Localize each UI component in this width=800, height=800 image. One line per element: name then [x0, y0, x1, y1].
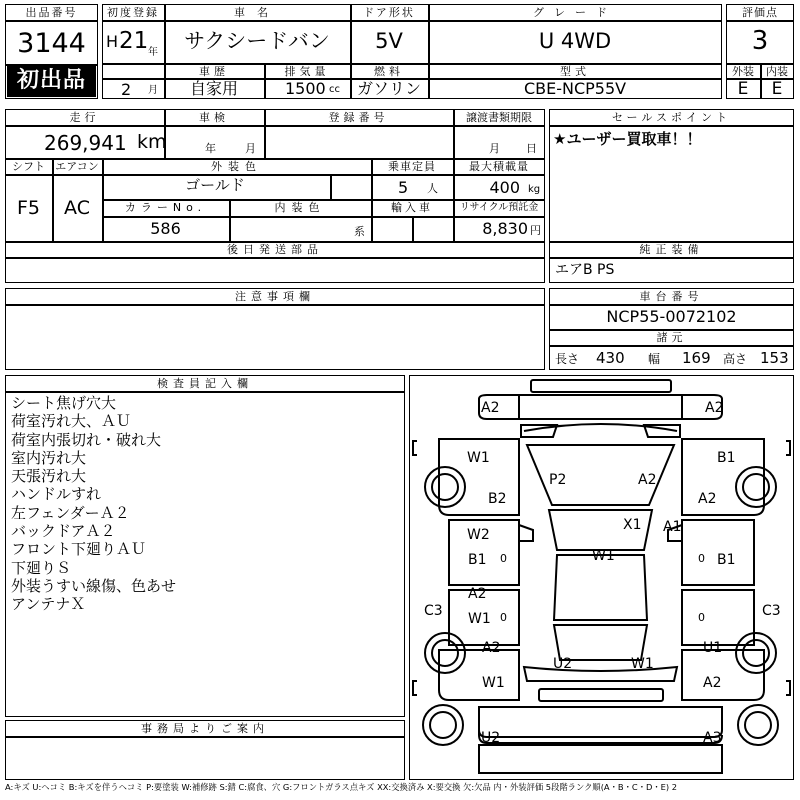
genuine-equipment-value: エアB PS [555, 262, 615, 278]
damage-u2-bottom: U2 [481, 730, 501, 746]
inspector-label: 検査員記入欄 [157, 377, 253, 390]
color-no-value: 586 [150, 219, 181, 238]
fuel-value: ガソリン [356, 79, 421, 98]
reg-year: 21 [119, 28, 149, 54]
inspector-note: ハンドルすれ [11, 485, 102, 504]
inspector-note: 外装うすい線傷、色あせ [11, 576, 177, 595]
reg-month-unit: 月 [148, 85, 158, 96]
int-color-suffix: 系 [354, 225, 365, 238]
length-value: 430 [596, 349, 625, 367]
damage-a2-left-quarter: A2 [482, 640, 501, 656]
displacement-unit: cc [329, 84, 340, 95]
score-label: 評価点 [742, 6, 778, 19]
damage-w1-roof: W1 [592, 548, 615, 564]
shift-label: シフト [12, 160, 45, 173]
history-label: 車歴 [199, 65, 229, 78]
damage-b2-left: B2 [488, 491, 507, 507]
car-name: サクシードバン [184, 29, 330, 53]
max-load-value: 400 [489, 178, 520, 197]
inspector-note: バックドアＡ２ [11, 522, 116, 541]
recycle-label: リサイクル預託金 [459, 202, 539, 213]
width-value: 169 [682, 349, 711, 367]
damage-b1-right-door: B1 [717, 552, 736, 568]
ext-score-label: 外装 [732, 65, 754, 78]
capacity-unit: 人 [427, 182, 438, 195]
back-door-icon [524, 667, 677, 681]
rear-bumper-icon [479, 707, 722, 737]
history-value: 自家用 [189, 79, 238, 98]
inspector-note: 荷室内張切れ・破れ大 [11, 430, 162, 449]
rear-plate-icon [539, 689, 663, 701]
damage-b1-left-door: B1 [468, 552, 487, 568]
damage-u1: U1 [703, 640, 723, 656]
inspector-note: 下廻りＳ [11, 558, 72, 577]
inspector-note: 室内汚れ大 [11, 448, 87, 467]
mileage-label: 走行 [69, 111, 100, 124]
rear-window-icon [554, 625, 647, 660]
registration-label: 初度登録 [107, 6, 159, 19]
reg-era: H [106, 32, 119, 51]
transfer-day-unit: 日 [526, 142, 537, 155]
left-mirror-icon [519, 525, 533, 541]
damage-p2-hood: P2 [549, 472, 567, 488]
lot-number: 3144 [17, 28, 86, 59]
genuine-equipment-label: 純正装備 [639, 243, 704, 256]
chassis-value: NCP55-0072102 [606, 307, 737, 326]
score-value: 3 [751, 26, 769, 56]
damage-a2-right-quarter: A2 [703, 675, 722, 691]
damage-c3-right: C3 [762, 603, 781, 619]
inspection-label: 車検 [199, 111, 229, 124]
int-score-value: E [771, 79, 783, 99]
ext-color-value: ゴールド [185, 176, 245, 194]
roof-icon [554, 555, 647, 620]
mileage-value: 269,941 [44, 131, 127, 155]
transfer-deadline-label: 譲渡書類期限 [466, 111, 532, 124]
fuel-label: 燃料 [374, 65, 404, 78]
door-handle-right-rear: 0 [698, 611, 705, 624]
dims-label: 諸元 [656, 331, 687, 344]
damage-x1: X1 [623, 517, 642, 533]
later-parts-label: 後日発送部品 [227, 243, 323, 256]
left-rear-quarter-icon [439, 650, 519, 700]
damage-a2-hood: A2 [638, 472, 657, 488]
damage-w1-left-fender: W1 [467, 450, 490, 466]
recycle-unit: 円 [530, 224, 541, 237]
notes-label: 注意事項欄 [235, 290, 315, 303]
damage-a2-left-rear: A2 [468, 586, 487, 602]
inspection-year-unit: 年 [205, 142, 216, 155]
damage-a2-right-fender: A2 [698, 491, 717, 507]
right-rear-quarter-icon [682, 650, 764, 700]
grade-label: グレード [533, 6, 617, 19]
front-bumper-icon [479, 395, 722, 419]
door-handle-left: 0 [500, 552, 507, 565]
front-grille-icon [531, 380, 671, 392]
chassis-label: 車台番号 [639, 290, 704, 303]
legend: A:キズ U:ヘコミ B:キズを伴うヘコミ P:要塗装 W:補修跡 S:錆 C:腐食、穴 G:フロントガラス点キズ XX:交換済み X:要交換 欠:欠品 内・外装評価 5段階ランク順(A・B・C・D・E) 2 [5, 782, 678, 792]
inspector-notes [11, 394, 176, 614]
damage-a2-front-right: A2 [705, 400, 724, 416]
max-load-label: 最大積載量 [469, 160, 529, 173]
car-name-label: 車名 [234, 6, 280, 19]
damage-c3-left: C3 [424, 603, 443, 619]
aircon-value: AC [64, 197, 90, 219]
damage-w2-left-door: W2 [467, 527, 490, 543]
int-score-label: 内装 [766, 65, 788, 78]
model-label: 型式 [560, 65, 590, 78]
selling-points-label: セールスポイント [611, 111, 731, 124]
damage-a3-bottom: A3 [703, 730, 722, 746]
door-label: ドア形状 [363, 6, 415, 19]
lot-number-label: 出品番号 [25, 6, 78, 19]
reg-year-unit: 年 [148, 47, 158, 58]
grade-value: U 4WD [538, 29, 612, 53]
office-label: 事務局よりご案内 [141, 722, 269, 735]
height-label: 高さ [723, 352, 748, 366]
inspector-note: 天張汚れ大 [11, 467, 87, 486]
door-handle-right: 0 [698, 552, 705, 565]
int-color-label: 内装色 [274, 201, 326, 214]
damage-w1-left-rear: W1 [468, 611, 491, 627]
damage-w1-left-quarter: W1 [482, 675, 505, 691]
import-label: 輸入車 [391, 201, 433, 214]
capacity-value: 5 [398, 178, 409, 197]
first-listing-text: 初出品 [16, 68, 86, 93]
car-diagram [409, 375, 794, 780]
width-label: 幅 [648, 352, 661, 366]
selling-points-value: ★ユーザー買取車！！ [553, 130, 702, 148]
transfer-month-unit: 月 [489, 142, 500, 155]
reg-month: 2 [121, 80, 132, 99]
height-value: 153 [760, 349, 789, 367]
damage-a2-front-left: A2 [481, 400, 500, 416]
damage-w1-rear: W1 [631, 656, 654, 672]
damage-b1-right-fender: B1 [717, 450, 736, 466]
shift-value: F5 [16, 197, 41, 219]
damage-a1: A1 [663, 519, 682, 535]
underbody-icon [479, 745, 722, 773]
recycle-value: 8,830 [482, 219, 528, 238]
length-label: 長さ [555, 352, 580, 366]
inspector-note: アンテナＸ [11, 595, 86, 614]
displacement-label: 排気量 [284, 65, 330, 78]
door-handle-left-rear: 0 [500, 611, 507, 624]
aircon-label: エアコン [55, 160, 99, 173]
inspector-note: 左フェンダーＡ２ [11, 503, 130, 522]
max-load-unit: kg [528, 184, 541, 195]
ext-color-label: 外装色 [211, 160, 262, 173]
mileage-unit: km [137, 131, 167, 153]
inspector-note: シート焦げ穴大 [11, 394, 117, 412]
inspector-note: フロント下廻りＡＵ [11, 540, 147, 559]
inspector-note: 荷室汚れ大、ＡＵ [11, 412, 132, 431]
model-value: CBE-NCP55V [523, 79, 627, 98]
door-value: 5V [375, 29, 403, 53]
reg-number-label: 登録番号 [328, 111, 389, 124]
color-no-label: カラーNo. [124, 201, 207, 214]
capacity-label: 乗車定員 [388, 160, 436, 173]
inspection-month-unit: 月 [245, 142, 256, 155]
damage-u2-rear: U2 [553, 656, 573, 672]
displacement-value: 1500 [285, 79, 326, 98]
ext-score-value: E [737, 79, 749, 99]
